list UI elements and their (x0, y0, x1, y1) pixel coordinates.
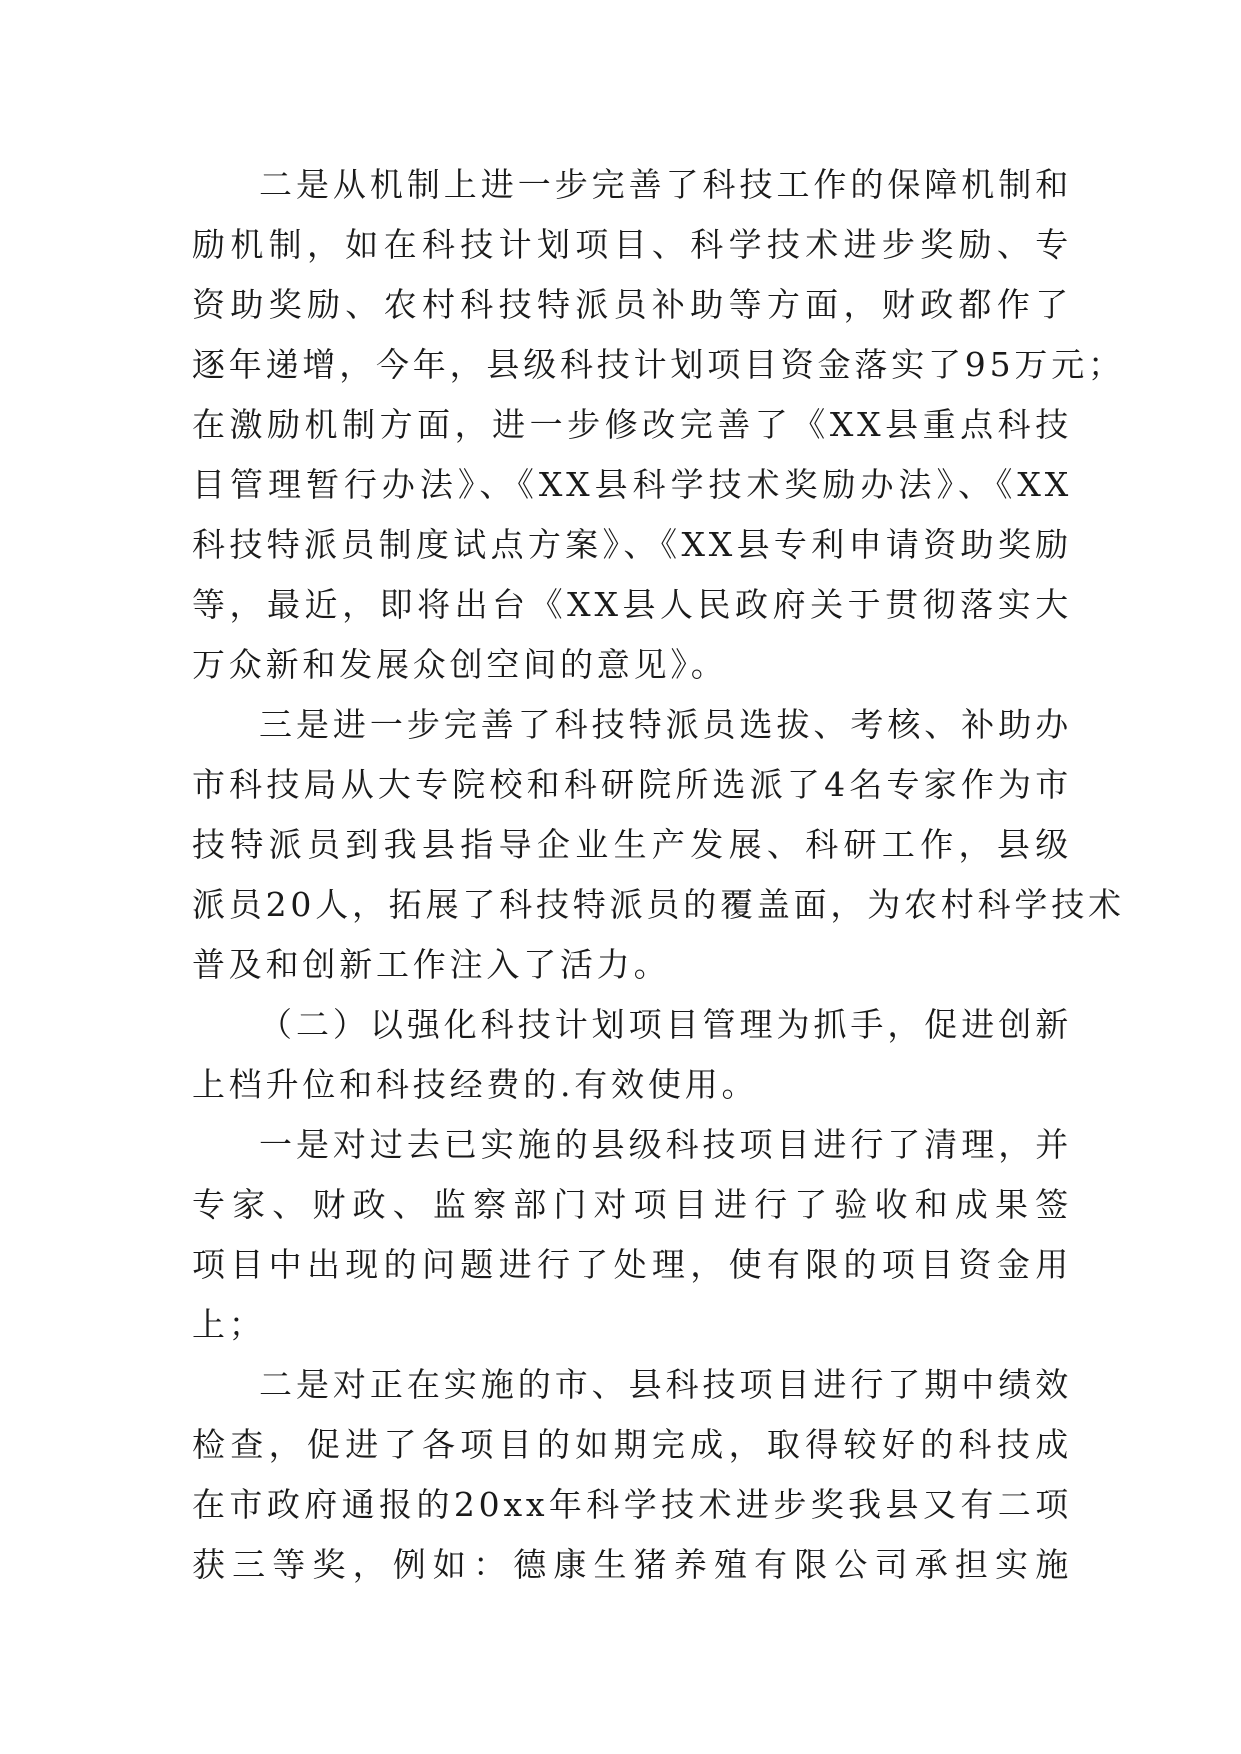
text-line: 检查，促进了各项目的如期完成，取得较好的科技成 (192, 1425, 1072, 1464)
text-line: 资助奖励、农村科技特派员补助等方面，财政都作了 (192, 285, 1072, 324)
text-line: 技特派员到我县指导企业生产发展、科研工作，县级 (192, 825, 1072, 864)
text-line: 获三等奖，例如：德康生猪养殖有限公司承担实施 (192, 1545, 1072, 1584)
text-line: 派员20人，拓展了科技特派员的覆盖面，为农村科学技术 (192, 885, 1125, 924)
text-line: （二）以强化科技计划项目管理为抓手，促进创新 (259, 1005, 1072, 1044)
text-line: 逐年递增，今年，县级科技计划项目资金落实了95万元； (192, 345, 1125, 384)
text-line: 专家、财政、监察部门对项目进行了验收和成果签 (192, 1185, 1072, 1224)
text-line: 励机制，如在科技计划项目、科学技术进步奖励、专 (192, 225, 1072, 264)
text-line: 在市政府通报的20xx年科学技术进步奖我县又有二项 (192, 1485, 1072, 1524)
text-line: 二是从机制上进一步完善了科技工作的保障机制和 (259, 165, 1072, 204)
text-line: 等，最近，即将出台《XX县人民政府关于贯彻落实大 (192, 585, 1072, 624)
text-line: 三是进一步完善了科技特派员选拔、考核、补助办 (259, 705, 1072, 744)
text-line: 上档升位和科技经费的.有效使用。 (192, 1065, 759, 1104)
text-line: 万众新和发展众创空间的意见》。 (192, 645, 728, 684)
text-line: 目管理暂行办法》、《XX县科学技术奖励办法》、《XX (192, 465, 1072, 504)
text-line: 在激励机制方面，进一步修改完善了《XX县重点科技 (192, 405, 1072, 444)
text-line: 二是对正在实施的市、县科技项目进行了期中绩效 (259, 1365, 1072, 1404)
text-line: 普及和创新工作注入了活力。 (192, 945, 671, 984)
body-text (192, 155, 1125, 1595)
text-line: 上； (192, 1305, 266, 1344)
text-line: 一是对过去已实施的县级科技项目进行了清理，并 (259, 1125, 1072, 1164)
text-line: 科技特派员制度试点方案》、《XX县专利申请资助奖励 (192, 525, 1072, 564)
text-line: 项目中出现的问题进行了处理，使有限的项目资金用 (192, 1245, 1072, 1284)
text-line: 市科技局从大专院校和科研院所选派了4名专家作为市 (192, 765, 1072, 804)
